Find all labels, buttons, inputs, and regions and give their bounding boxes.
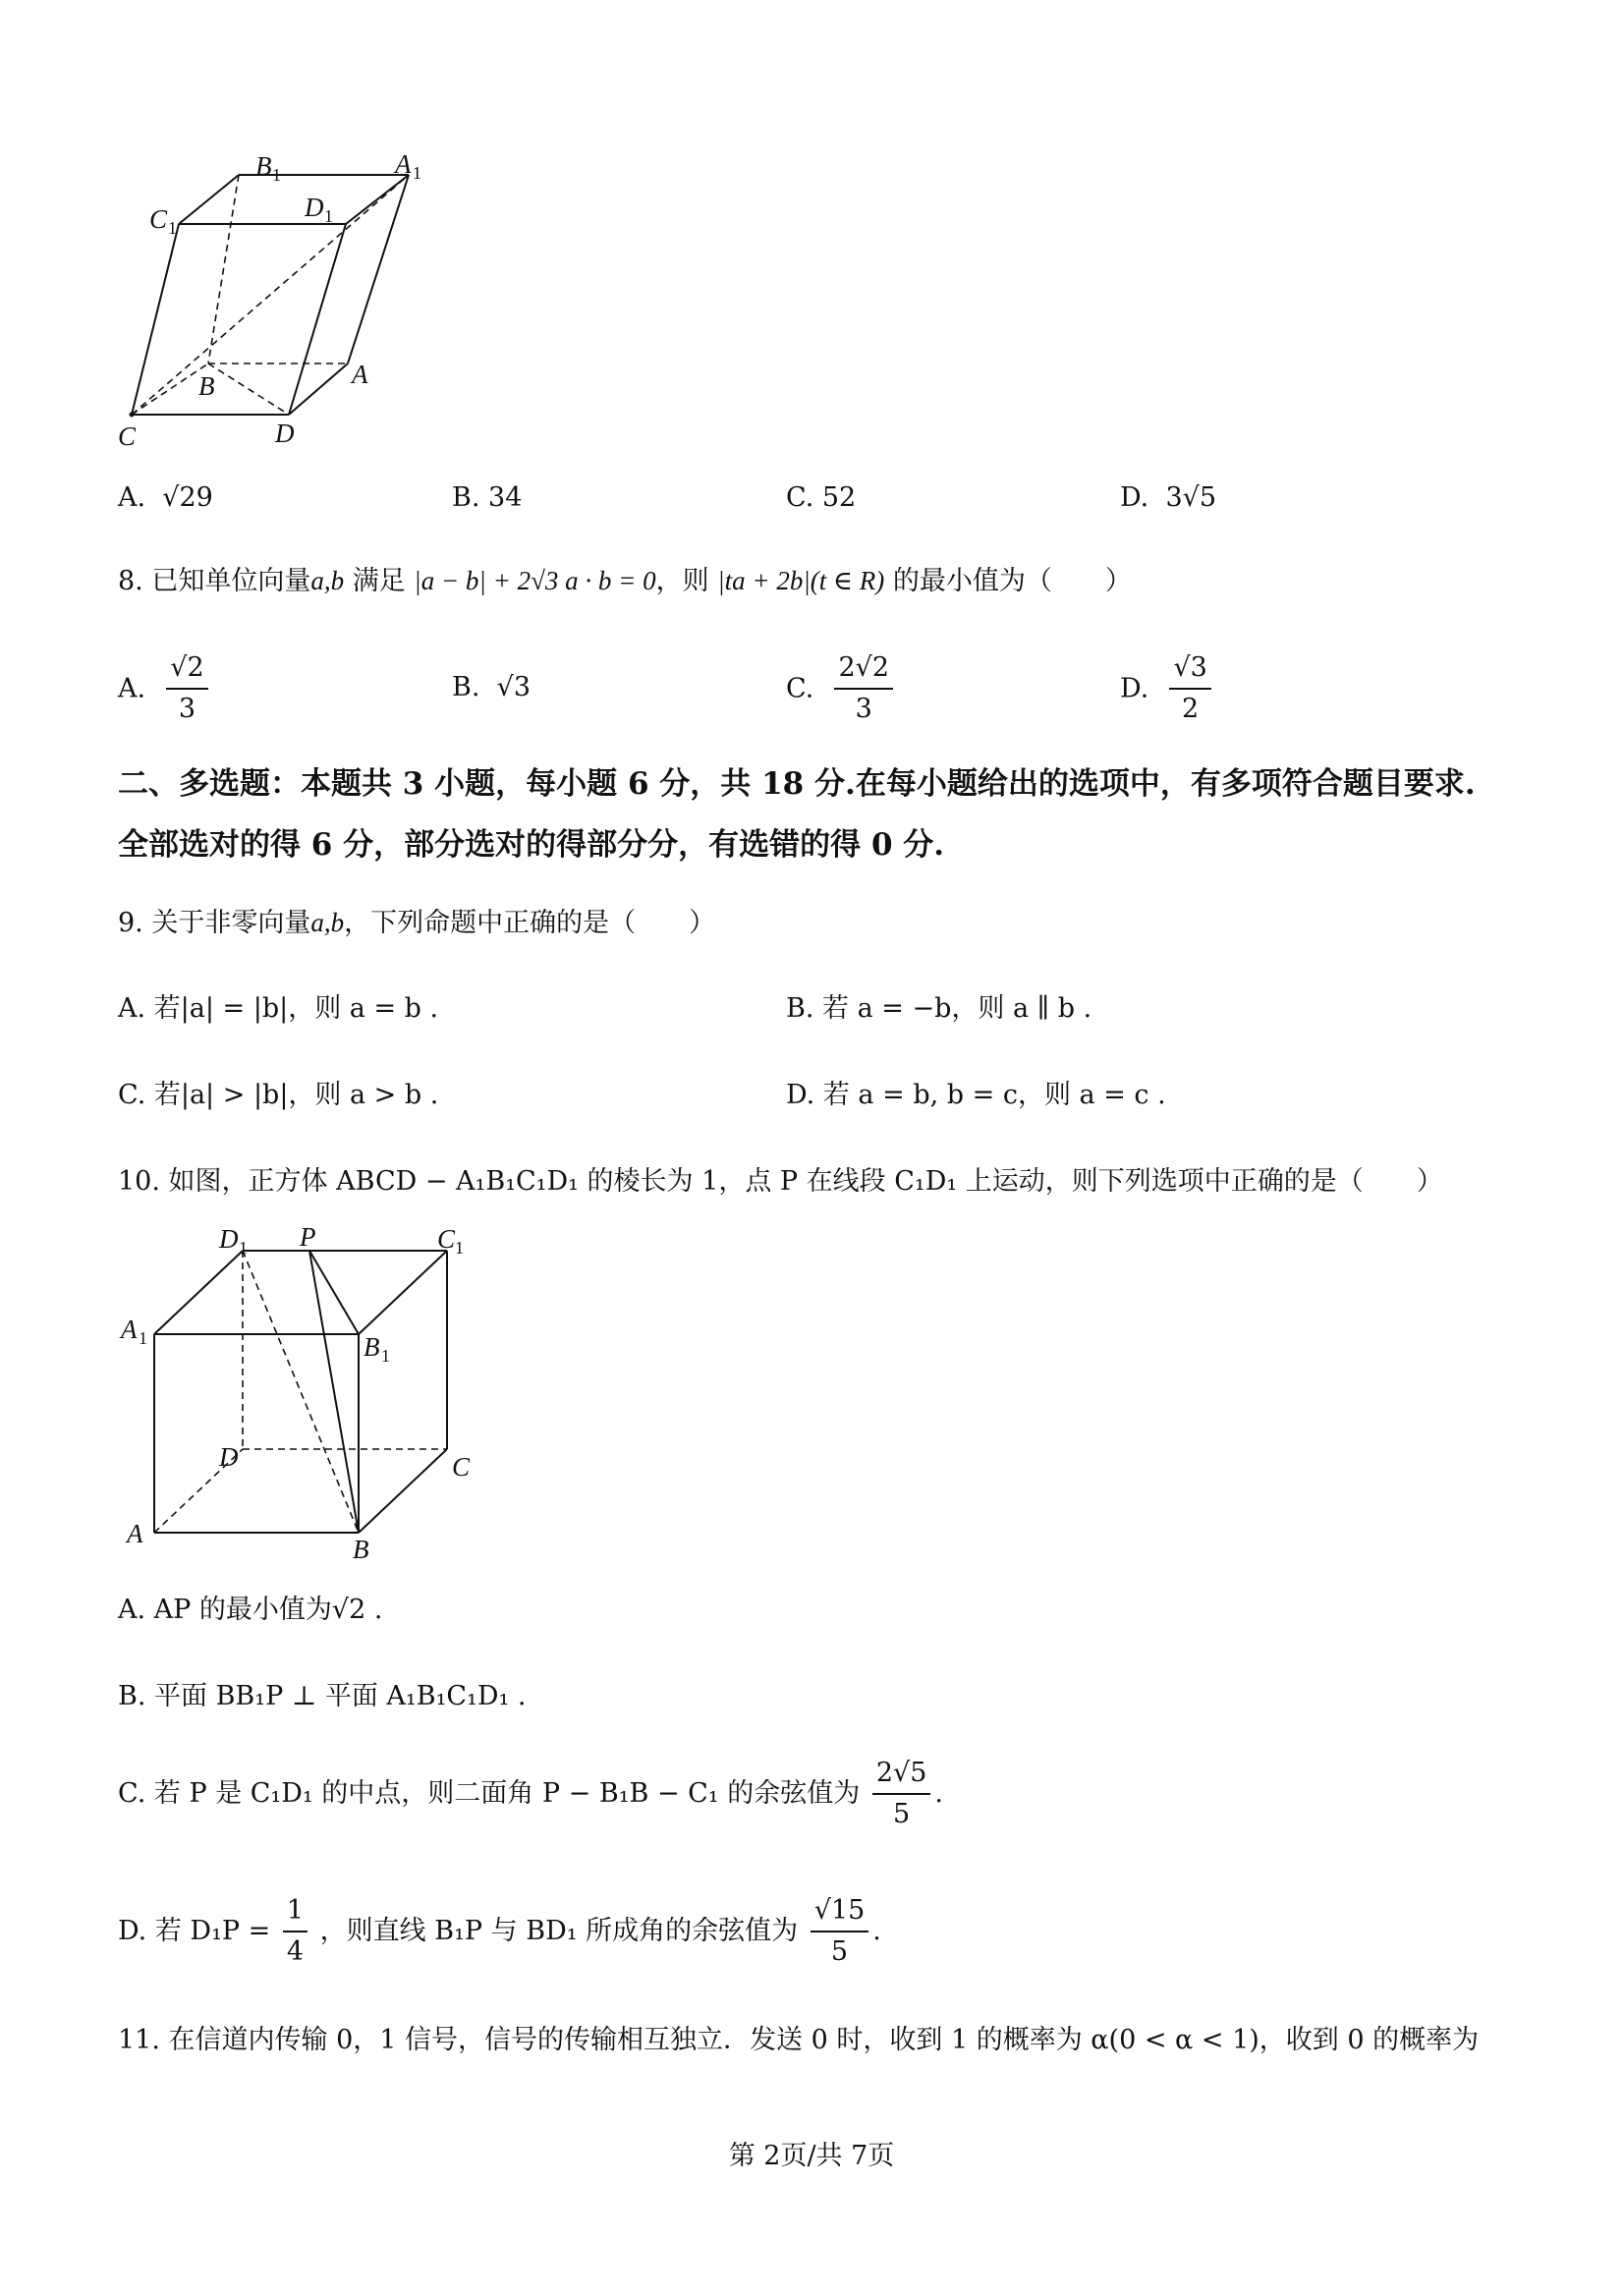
q10-label-c1: C	[437, 1224, 456, 1254]
q7-label-d1: D	[305, 193, 324, 222]
section2-heading-line1: 二、多选题：本题共 3 小题，每小题 6 分，共 18 分.在每小题给出的选项中，有多项符合题目要求.	[118, 766, 1476, 802]
q9-option-d: D. 若 a = b, b = c，则 a = c .	[786, 1080, 1166, 1110]
q9-stem: 9. 关于非零向量a,b，下列命题中正确的是（ ）	[118, 908, 716, 938]
q10-stem: 10. 如图，正方体 ABCD − A₁B₁C₁D₁ 的棱长为 1，点 P 在线段 C₁D₁ 上运动，则下列选项中正确的是（ ）	[118, 1166, 1443, 1197]
q7-label-a: A	[352, 360, 368, 389]
q7-label-c: C	[118, 421, 137, 451]
q8-option-c: C. $\frac{2√2}{3}$	[786, 648, 897, 729]
q9-option-a: A. 若|a| = |b|，则 a = b .	[118, 993, 439, 1024]
svg-text:1: 1	[168, 218, 177, 238]
q10-label-a1: A	[121, 1315, 138, 1344]
q10-option-a: A. AP 的最小值为√2 .	[118, 1595, 383, 1625]
page-footer: 第 2页/共 7页	[728, 2141, 895, 2171]
q8-option-b: B. √3	[452, 672, 531, 702]
q7-label-b1: B	[255, 151, 272, 181]
q9-option-c: C. 若|a| > |b|，则 a > b .	[118, 1080, 439, 1110]
q7-label-d: D	[275, 419, 295, 448]
svg-text:1: 1	[324, 206, 333, 226]
q7-option-d: D. 3√5	[1120, 482, 1217, 513]
q10-label-d1: D	[219, 1224, 239, 1254]
svg-text:1: 1	[413, 163, 421, 183]
q7-label-c1: C	[149, 204, 168, 234]
q7-label-b: B	[198, 371, 215, 401]
q7-option-c: C. 52	[786, 482, 857, 513]
q11-stem: 11. 在信道内传输 0，1 信号，信号的传输相互独立．发送 0 时，收到 1 的概率为 α(0 < α < 1)，收到 0 的概率为	[118, 2025, 1480, 2055]
svg-text:1: 1	[239, 1238, 248, 1258]
q7-parallelepiped-figure	[98, 147, 452, 452]
svg-text:1: 1	[139, 1328, 147, 1348]
q10-label-a: A	[127, 1519, 143, 1548]
q10-option-d: D. 若 D₁P = $\frac{1}{4}$ ，则直线 B₁P 与 BD₁ 所成角的余弦值为 $\frac{√15}{5}$ .	[118, 1891, 881, 1972]
q8-option-a: A. $\frac{√2}{3}$	[118, 648, 212, 729]
q7-option-a-value: √29	[162, 482, 213, 513]
q8-option-d: D. $\frac{√3}{2}$	[1120, 648, 1215, 729]
q8-stem: 8. 已知单位向量a,b 满足 |a − b| + 2√3 a · b = 0，则 |ta + 2b|(t ∈ R) 的最小值为（ ）	[118, 566, 1132, 596]
svg-text:1: 1	[381, 1346, 390, 1366]
q10-label-p: P	[300, 1222, 316, 1252]
q7-option-a: A. √29	[118, 482, 213, 513]
q10-label-b1: B	[364, 1332, 380, 1362]
q10-option-c: C. 若 P 是 C₁D₁ 的中点，则二面角 P − B₁B − C₁ 的余弦值为 $\frac{2√5}{5}$ .	[118, 1754, 943, 1834]
q10-cube-figure	[113, 1218, 486, 1572]
section2-heading-line2: 全部选对的得 6 分，部分选对的得部分分，有选错的得 0 分.	[118, 827, 945, 863]
q10-label-b: B	[353, 1535, 369, 1564]
q9-option-b: B. 若 a = −b，则 a ∥ b .	[786, 993, 1092, 1024]
svg-text:1: 1	[272, 165, 281, 185]
q10-label-d: D	[219, 1442, 239, 1472]
q10-option-b: B. 平面 BB₁P ⊥ 平面 A₁B₁C₁D₁ .	[118, 1681, 527, 1711]
svg-text:1: 1	[455, 1238, 464, 1258]
q10-label-c: C	[452, 1452, 471, 1482]
q7-option-b: B. 34	[452, 482, 523, 513]
q7-label-a1: A	[395, 149, 412, 179]
